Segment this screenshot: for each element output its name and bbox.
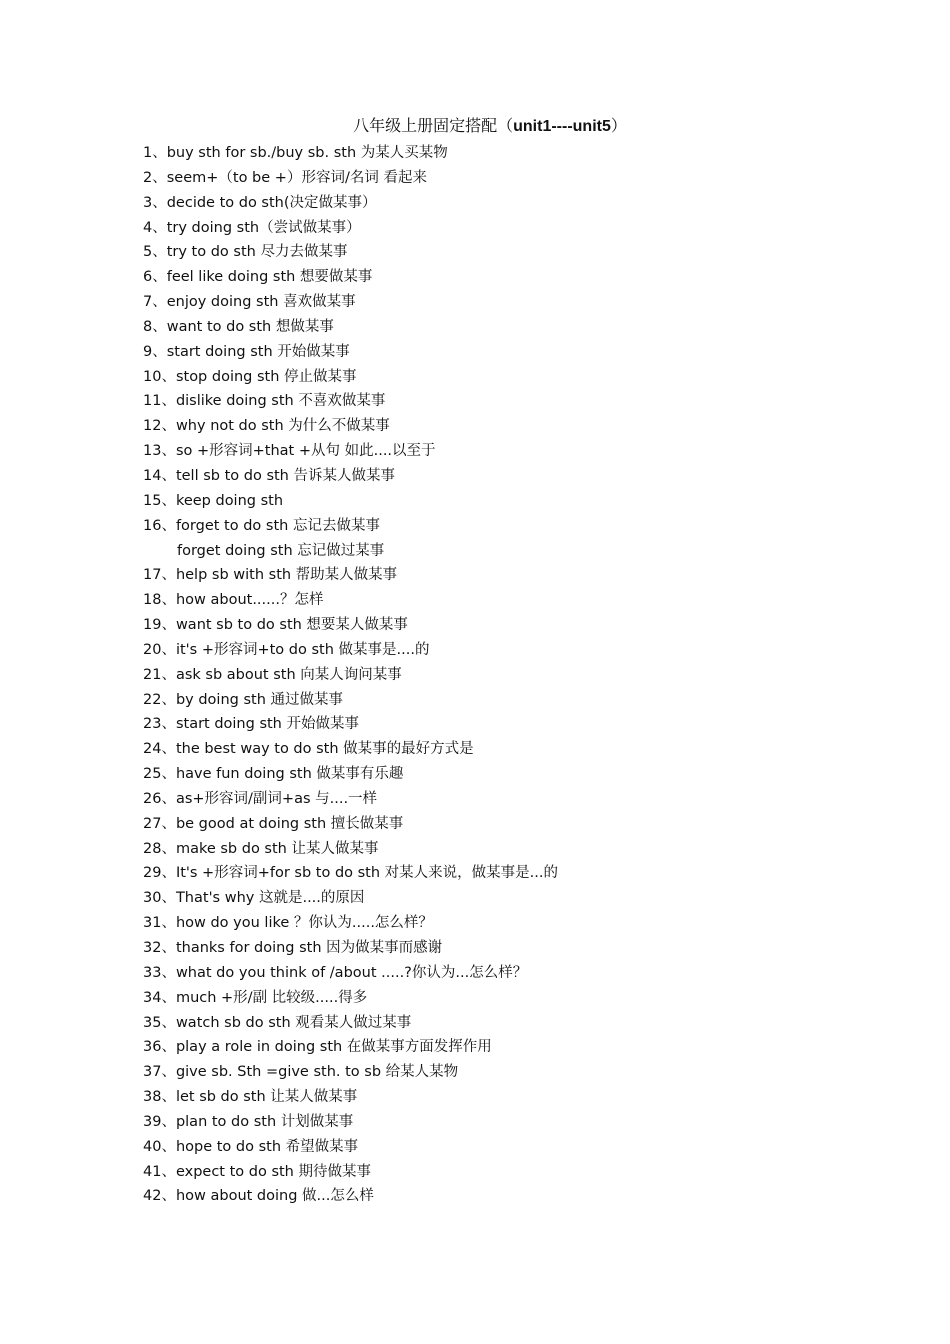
phrase-line: 11、dislike doing sth 不喜欢做某事 bbox=[143, 393, 386, 410]
phrase-line: 37、give sb. Sth =give sth. to sb 给某人某物 bbox=[143, 1064, 459, 1081]
phrase-line: 39、plan to do sth 计划做某事 bbox=[143, 1113, 354, 1130]
phrase-line: 18、how about......？怎样 bbox=[143, 592, 324, 609]
phrase-line: 3、decide to do sth(决定做某事） bbox=[143, 194, 377, 211]
phrase-line: 35、watch sb do sth 观看某人做过某事 bbox=[143, 1014, 412, 1031]
phrase-line: 40、hope to do sth 希望做某事 bbox=[143, 1138, 359, 1155]
phrase-line: 8、want to do sth 想做某事 bbox=[143, 318, 334, 335]
phrase-line: 27、be good at doing sth 擅长做某事 bbox=[143, 815, 404, 832]
document-title bbox=[0, 114, 950, 139]
phrase-line: 5、try to do sth 尽力去做某事 bbox=[143, 244, 348, 261]
phrase-line: 14、tell sb to do sth 告诉某人做某事 bbox=[143, 467, 395, 484]
phrase-line: 19、want sb to do sth 想要某人做某事 bbox=[143, 617, 408, 634]
phrase-line: 30、That's why 这就是....的原因 bbox=[143, 890, 365, 907]
phrase-line: 38、let sb do sth 让某人做某事 bbox=[143, 1089, 358, 1106]
phrase-line: 13、so +形容词+that +从句 如此....以至于 bbox=[143, 443, 436, 460]
phrase-line: 2、seem+（to be +）形容词/名词 看起来 bbox=[143, 169, 427, 186]
phrase-line: 9、start doing sth 开始做某事 bbox=[143, 343, 350, 360]
title-end: ） bbox=[610, 116, 627, 135]
title-units: unit1----unit5 bbox=[513, 118, 611, 135]
phrase-line: 23、start doing sth 开始做某事 bbox=[143, 716, 359, 733]
phrase-line: 12、why not do sth 为什么不做某事 bbox=[143, 418, 390, 435]
phrase-line: 1、buy sth for sb./buy sb. sth 为某人买某物 bbox=[143, 145, 448, 161]
phrase-line: 33、what do you think of /about .....?你认为...怎么样？ bbox=[143, 964, 528, 981]
phrase-line: 36、play a role in doing sth 在做某事方面发挥作用 bbox=[143, 1039, 492, 1056]
phrase-line: 15、keep doing sth bbox=[143, 492, 284, 509]
phrase-line: 21、ask sb about sth 向某人询问某事 bbox=[143, 666, 402, 683]
phrase-line: 34、much +形/副 比较级.....得多 bbox=[143, 989, 368, 1006]
phrase-line: 7、enjoy doing sth 喜欢做某事 bbox=[143, 294, 356, 311]
phrase-line: 16、forget to do sth 忘记去做某事 bbox=[143, 517, 380, 534]
phrase-line: 22、by doing sth 通过做某事 bbox=[143, 691, 343, 708]
phrase-line: 41、expect to do sth 期待做某事 bbox=[143, 1163, 371, 1180]
phrase-line: 26、as+形容词/副词+as 与....一样 bbox=[143, 790, 378, 807]
phrase-line: 31、how do you like ？你认为.....怎么样？ bbox=[143, 915, 433, 932]
phrase-line: 17、help sb with sth 帮助某人做某事 bbox=[143, 567, 398, 584]
phrase-line: 10、stop doing sth 停止做某事 bbox=[143, 368, 357, 385]
phrase-line: 24、the best way to do sth 做某事的最好方式是 bbox=[143, 741, 474, 758]
phrase-list bbox=[143, 141, 923, 1209]
phrase-line: 6、feel like doing sth 想要做某事 bbox=[143, 269, 373, 286]
phrase-line: 20、it's +形容词+to do sth 做某事是....的 bbox=[143, 641, 430, 658]
phrase-line: 29、It's +形容词+for sb to do sth 对某人来说，做某事是...的 bbox=[143, 865, 558, 882]
phrase-line: 42、how about doing 做...怎么样 bbox=[143, 1188, 374, 1205]
phrase-line: 4、try doing sth（尝试做某事） bbox=[143, 219, 361, 236]
phrase-line: 25、have fun doing sth 做某事有乐趣 bbox=[143, 766, 404, 783]
phrase-line: 32、thanks for doing sth 因为做某事而感谢 bbox=[143, 940, 443, 956]
phrase-line: 28、make sb do sth 让某人做某事 bbox=[143, 840, 379, 857]
title-chinese: 八年级上册固定搭配（ bbox=[353, 116, 514, 135]
phrase-line-continuation: forget doing sth 忘记做过某事 bbox=[177, 542, 385, 559]
